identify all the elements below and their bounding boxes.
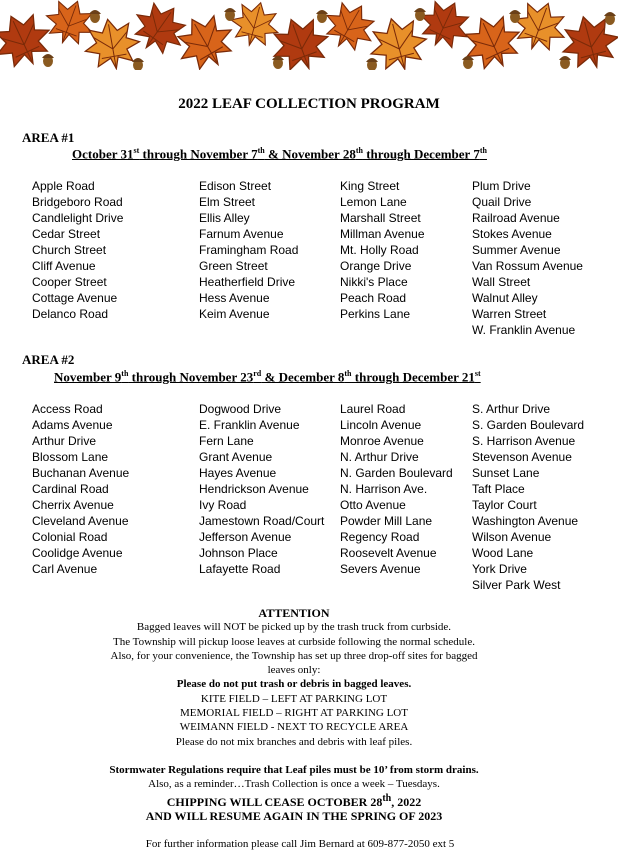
area-2-column-4 [472, 401, 584, 593]
street-name: Walnut Alley [472, 291, 538, 305]
no-mix-line: Please do not mix branches and debris with leaf piles. [175, 735, 413, 748]
street-name: Apple Road [32, 179, 95, 193]
date-text: October 31 [72, 146, 134, 162]
street-name: Cooper Street [32, 275, 107, 289]
street-name: N. Harrison Ave. [340, 482, 428, 496]
street-name: Lincoln Avenue [340, 418, 422, 432]
street-name: Colonial Road [32, 530, 108, 544]
street-name: Laurel Road [340, 402, 406, 416]
street-name: S. Arthur Drive [472, 402, 551, 416]
ordinal-suffix: th [479, 146, 487, 155]
street-name: Stevenson Avenue [472, 450, 572, 464]
ordinal-suffix: th [344, 369, 352, 378]
street-name: Green Street [199, 259, 268, 273]
chipping-cease-line [60, 792, 528, 809]
street-name: Lafayette Road [199, 562, 281, 576]
area-1-dates [72, 146, 487, 162]
street-name: Warren Street [472, 307, 547, 321]
area-1-column-3 [340, 178, 425, 322]
street-name: Jamestown Road/Court [199, 514, 325, 528]
area-2-dates [54, 369, 481, 385]
street-name: Cliff Avenue [32, 259, 96, 273]
street-name: Cherrix Avenue [32, 498, 114, 512]
ordinal-suffix: th [121, 369, 129, 378]
acorn-icon [366, 58, 378, 70]
street-name: N. Arthur Drive [340, 450, 419, 464]
street-name: Dogwood Drive [199, 402, 282, 416]
maple-leaf-icon [412, 0, 477, 56]
street-name: Adams Avenue [32, 418, 113, 432]
street-name: S. Harrison Avenue [472, 434, 576, 448]
maple-leaf-icon [507, 0, 573, 58]
street-name: Sunset Lane [472, 466, 540, 480]
maple-leaf-icon [317, 0, 384, 59]
street-name: Marshall Street [340, 211, 421, 225]
street-name: Grant Avenue [199, 450, 273, 464]
attention-heading: ATTENTION [258, 606, 330, 620]
date-text: & November 28 [264, 146, 356, 162]
street-name: Ellis Alley [199, 211, 250, 225]
street-name: Church Street [32, 243, 107, 257]
chipping-resume-line: AND WILL RESUME AGAIN IN THE SPRING OF 2023 [145, 808, 443, 823]
ordinal-suffix: st [133, 146, 140, 155]
street-name: Jefferson Avenue [199, 530, 292, 544]
ordinal-suffix: st [474, 369, 481, 378]
area-1-column-1 [32, 178, 123, 322]
street-name: Delanco Road [32, 307, 109, 321]
street-name: Mt. Holly Road [340, 243, 419, 257]
street-name: Wall Street [472, 275, 531, 289]
acorn-icon [316, 10, 328, 23]
street-name: Elm Street [199, 195, 256, 209]
street-name: Heatherfield Drive [199, 275, 296, 289]
street-name: Taft Place [472, 482, 525, 496]
street-name: Railroad Avenue [472, 211, 560, 225]
street-name: Framingham Road [199, 243, 299, 257]
acorn-icon [132, 58, 144, 70]
date-text: through November 23 [128, 369, 254, 385]
street-name: Access Road [32, 402, 103, 416]
ordinal-suffix: th [382, 792, 392, 804]
street-name: Carl Avenue [32, 562, 98, 576]
street-name: S. Garden Boulevard [472, 418, 585, 432]
acorn-icon [559, 56, 571, 69]
ordinal-suffix: th [355, 146, 363, 155]
street-name: Wilson Avenue [472, 530, 552, 544]
drop-off-site: WEIMANN FIELD - NEXT TO RECYCLE AREA [179, 721, 409, 734]
street-name: Perkins Lane [340, 307, 411, 321]
date-text: & December 8 [261, 369, 345, 385]
drop-off-site: KITE FIELD – LEFT AT PARKING LOT [200, 692, 388, 705]
street-name: Quail Drive [472, 195, 532, 209]
street-name: N. Garden Boulevard [340, 466, 453, 480]
street-name: Roosevelt Avenue [340, 546, 437, 560]
street-name: Taylor Court [472, 498, 537, 512]
street-name: Buchanan Avenue [32, 466, 130, 480]
area-2-column-1 [32, 401, 129, 577]
street-name: Severs Avenue [340, 562, 421, 576]
area-2-column-3 [340, 401, 453, 577]
street-name: E. Franklin Avenue [199, 418, 300, 432]
street-name: Farnum Avenue [199, 227, 284, 241]
street-name: Wood Lane [472, 546, 534, 560]
date-text: through November 7 [139, 146, 258, 162]
street-name: Washington Avenue [472, 514, 579, 528]
street-name: Plum Drive [472, 179, 531, 193]
street-name: Otto Avenue [340, 498, 406, 512]
street-name: Ivy Road [199, 498, 247, 512]
street-name: Lemon Lane [340, 195, 407, 209]
street-name: Regency Road [340, 530, 420, 544]
area-2-label: AREA #2 [22, 352, 75, 367]
street-name: Arthur Drive [32, 434, 97, 448]
acorn-icon [42, 54, 54, 67]
street-name: Van Rossum Avenue [472, 259, 583, 273]
date-text: November 9 [54, 369, 122, 385]
ordinal-suffix: rd [253, 369, 262, 378]
street-name: King Street [340, 179, 400, 193]
notice-line: leaves only: [267, 664, 321, 677]
street-name: Cottage Avenue [32, 291, 118, 305]
page-title: 2022 LEAF COLLECTION PROGRAM [178, 96, 440, 112]
street-name: Keim Avenue [199, 307, 270, 321]
street-name: Monroe Avenue [340, 434, 424, 448]
street-name: Hess Avenue [199, 291, 270, 305]
street-name: Cleveland Avenue [32, 514, 129, 528]
street-name: Cedar Street [32, 227, 101, 241]
street-name: Johnson Place [199, 546, 278, 560]
street-name: Bridgeboro Road [32, 195, 123, 209]
street-name: Hendrickson Avenue [199, 482, 309, 496]
acorn-icon [462, 56, 474, 69]
drop-off-site: MEMORIAL FIELD – RIGHT AT PARKING LOT [180, 707, 408, 720]
street-name: Fern Lane [199, 434, 254, 448]
street-name: York Drive [472, 562, 527, 576]
street-name: Peach Road [340, 291, 407, 305]
street-name: Cardinal Road [32, 482, 109, 496]
area-1-column-4 [472, 178, 583, 338]
acorn-icon [604, 12, 616, 25]
street-name: Hayes Avenue [199, 466, 277, 480]
date-text: through December 7 [362, 146, 480, 162]
street-name: Blossom Lane [32, 450, 109, 464]
contact-footer: For further information please call Jim Bernard at 609-877-2050 ext 5 [145, 838, 455, 850]
date-text: , 2022 [391, 794, 422, 809]
area-2-column-2 [199, 401, 324, 577]
street-name: Nikki's Place [340, 275, 408, 289]
notice-line: The Township will pickup loose leaves at curbside following the normal schedule. [113, 635, 475, 648]
acorn-icon [89, 10, 101, 23]
street-name: Powder Mill Lane [340, 514, 433, 528]
trash-reminder: Also, as a reminder…Trash Collection is once a week – Tuesdays. [148, 778, 440, 791]
street-name: Edison Street [199, 179, 272, 193]
notice-line: Also, for your convenience, the Township has set up three drop-off sites for bagged [110, 649, 478, 662]
date-text: CHIPPING WILL CEASE OCTOBER 28 [166, 794, 383, 809]
area-1-label: AREA #1 [22, 130, 75, 145]
street-name: Candlelight Drive [32, 211, 124, 225]
attention-notice [60, 606, 528, 823]
street-name: Stokes Avenue [472, 227, 552, 241]
street-name: Summer Avenue [472, 243, 561, 257]
street-name: W. Franklin Avenue [472, 323, 576, 337]
acorn-icon [272, 56, 284, 69]
ordinal-suffix: th [257, 146, 265, 155]
street-name: Coolidge Avenue [32, 546, 123, 560]
notice-line: Bagged leaves will NOT be picked up by the trash truck from curbside. [136, 621, 452, 634]
stormwater-regulation: Stormwater Regulations require that Leaf piles must be 10’ from storm drains. [109, 763, 479, 776]
maple-leaf-icon [226, 0, 284, 52]
street-name: Millman Avenue [340, 227, 425, 241]
maple-leaf-icon [40, 0, 101, 51]
street-name: Silver Park West [472, 578, 561, 592]
autumn-leaves-banner [0, 0, 618, 70]
area-1-column-2 [199, 178, 298, 322]
street-name: Orange Drive [340, 259, 412, 273]
no-trash-warning: Please do not put trash or debris in bagged leaves. [176, 678, 412, 691]
date-text: through December 21 [351, 369, 475, 385]
